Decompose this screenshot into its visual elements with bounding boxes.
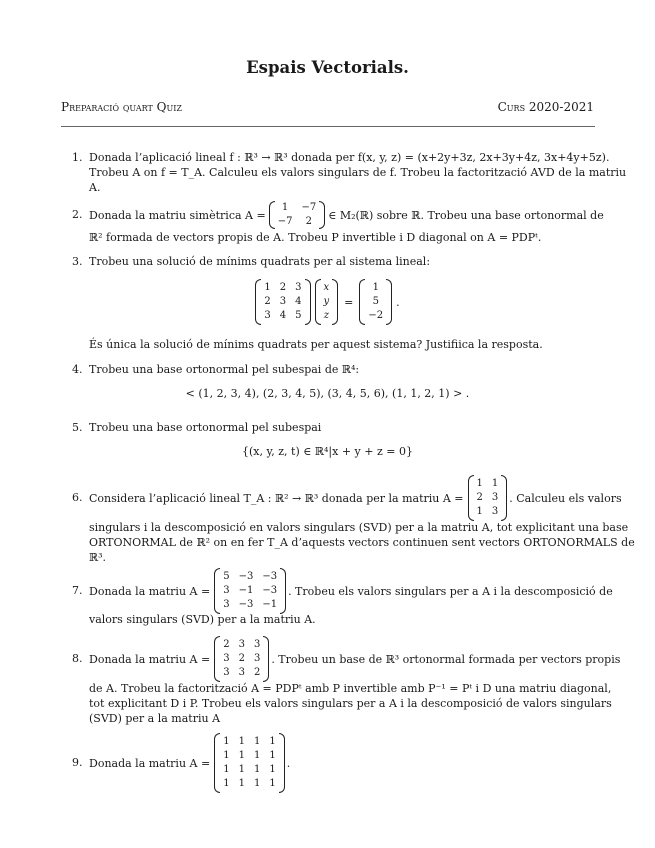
problem-6-line-1: 6. Considera l’aplicació lineal T_A : ℝ² → ℝ³ donada per la matriu A = 1 1 2 3 1 3 . Calculeu els valors	[89, 474, 622, 522]
matrix-cell: y	[323, 296, 330, 307]
matrix-cell: 3	[264, 310, 271, 321]
matrix-cell: 4	[279, 310, 287, 321]
matrix-cell: 1	[476, 506, 483, 517]
matrix-cell: 2	[476, 492, 483, 503]
matrix-cell: 1	[253, 736, 261, 747]
problem-2-matrix	[269, 201, 326, 229]
matrix-cell: 5	[295, 310, 302, 321]
matrix-cell: 1	[253, 764, 261, 775]
matrix-cell: 1	[476, 478, 483, 489]
problem-4-number: 4.	[72, 363, 83, 376]
problem-3-vars	[315, 279, 339, 325]
problem-5-formula: {(x, y, z, t) ∈ ℝ⁴|x + y + z = 0}	[242, 445, 413, 458]
problem-2-number: 2.	[72, 208, 83, 221]
problem-3-system: 1 2 3 2 3 4 3 4 5 x y z = 1 5 −2 .	[0, 278, 655, 326]
problem-3-line-2: És única la solució de mínims quadrats per aquest sistema? Justifiica la resposta.	[89, 338, 543, 351]
matrix-cell: 1	[238, 736, 245, 747]
matrix-cell: x	[323, 282, 330, 293]
problem-7-line-2: valors singulars (SVD) per a la matriu A.	[89, 613, 316, 626]
problem-6-number: 6.	[72, 491, 83, 504]
problem-7-matrix	[214, 568, 286, 614]
matrix-cell: 1	[223, 764, 230, 775]
matrix-cell: 3	[223, 667, 230, 678]
matrix-cell: 1	[264, 282, 271, 293]
problem-6-matrix	[468, 475, 508, 521]
matrix-cell: 1	[491, 478, 499, 489]
matrix-cell: −3	[238, 599, 254, 610]
problem-6-line-3: ORTONORMAL de ℝ² on en fer T_A d’aquests vectors continuen sent vectors ORTONORMALS de	[89, 536, 635, 549]
matrix-cell: 4	[295, 296, 302, 307]
matrix-cell: −3	[262, 585, 278, 596]
matrix-cell: 1	[223, 778, 230, 789]
problem-2-line-1: 2. Donada la matriu simètrica A = 1 −7 −7 2 ∈ M₂(ℝ) sobre ℝ. Trobeu una base ortonormal de	[72, 202, 604, 227]
matrix-cell: 1	[238, 764, 245, 775]
matrix-cell: 1	[269, 736, 276, 747]
matrix-cell: 3	[253, 653, 261, 664]
matrix-cell: 5	[372, 296, 379, 307]
matrix-cell: 3	[253, 639, 261, 650]
matrix-cell: −1	[262, 599, 278, 610]
problem-8-number: 8.	[72, 652, 83, 665]
matrix-cell: −7	[277, 216, 293, 227]
problem-9-line-1: 9. Donada la matriu A = 1 1 1 1 1 1 1 1 1 1 1 1 1 1 1 1 .	[89, 733, 290, 793]
matrix-cell: 1	[281, 202, 289, 213]
matrix-cell: 3	[491, 506, 499, 517]
problem-1-line-1: 1. Donada l’aplicació lineal f : ℝ³ → ℝ³ donada per f(x, y, z) = (x+2y+3z, 2x+3y+4z, 3x+4y+5z).	[72, 151, 610, 164]
problem-1-number: 1.	[72, 151, 83, 164]
problem-8-matrix	[214, 636, 269, 682]
matrix-cells	[220, 571, 280, 611]
matrix-cell: 1	[269, 764, 276, 775]
matrix-cell: 3	[238, 639, 245, 650]
matrix-cell: −3	[262, 571, 278, 582]
matrix-cell: 1	[269, 778, 276, 789]
problem-9-number: 9.	[72, 756, 83, 769]
matrix-cell: 2	[279, 282, 287, 293]
matrix-cell: 2	[264, 296, 271, 307]
matrix-cells	[220, 639, 263, 679]
problem-1-line-2: Trobeu A on f = T_A. Calculeu els valors singulars de f. Trobeu la factorització AVD de la matriu	[89, 166, 627, 179]
matrix-cell: 5	[223, 571, 230, 582]
matrix-cells	[261, 282, 304, 322]
matrix-cell: 1	[238, 778, 245, 789]
problem-6-line-2: singulars i la descomposició en valors singulars (SVD) per a la matriu A, tot explicitant una base	[89, 521, 629, 534]
problem-3-matrix	[255, 279, 310, 325]
matrix-cell: 2	[223, 639, 230, 650]
matrix-cell: 2	[238, 653, 245, 664]
matrix-cell: 2	[253, 667, 261, 678]
matrix-cell: 1	[269, 750, 276, 761]
matrix-cell: 1	[253, 750, 261, 761]
matrix-cells	[474, 478, 502, 518]
matrix-cells	[321, 282, 333, 322]
problem-3-number: 3.	[72, 255, 83, 268]
problem-7-number: 7.	[72, 584, 83, 597]
matrix-cells	[275, 202, 320, 228]
problem-5-line-1: 5. Trobeu una base ortonormal pel subespai	[72, 421, 322, 434]
problem-6-line-4: ℝ³.	[89, 551, 107, 564]
matrix-cell: 1	[253, 778, 261, 789]
matrix-cell: 3	[223, 585, 230, 596]
problem-2-line-2: ℝ² formada de vectors propis de A. Trobeu P invertible i D diagonal on A = PDPᵗ.	[89, 231, 542, 244]
problem-4-formula: < (1, 2, 3, 4), (2, 3, 4, 5), (3, 4, 5, 6), (1, 1, 2, 1) > .	[185, 387, 470, 400]
problem-3-rhs	[359, 279, 392, 325]
matrix-cell: 3	[491, 492, 499, 503]
matrix-cell: 3	[223, 599, 230, 610]
matrix-cell: 3	[223, 653, 230, 664]
problem-7-line-1: 7. Donada la matriu A = 5 −3 −3 3 −1 −3 3 −3 −1 . Trobeu els valors singulars per a A i la descomposició de	[89, 567, 613, 615]
header-left: Preparació quart Quiz	[61, 100, 182, 114]
matrix-cell: 3	[279, 296, 287, 307]
header-right: Curs 2020-2021	[497, 100, 594, 114]
matrix-cell: −2	[368, 310, 384, 321]
matrix-cells	[220, 736, 279, 790]
matrix-cell: −3	[238, 571, 254, 582]
problem-8-line-2: de A. Trobeu la factorització A = PDPᵗ amb P invertible amb P⁻¹ = Pᵗ i D una matriu diagonal,	[89, 682, 612, 695]
matrix-cell: −1	[238, 585, 254, 596]
problem-9-matrix	[214, 733, 285, 793]
matrix-cell: 3	[295, 282, 302, 293]
problem-3-line-1: 3. Trobeu una solució de mínims quadrats per al sistema lineal:	[72, 255, 431, 268]
problem-4-line-1: 4. Trobeu una base ortonormal pel subespai de ℝ⁴:	[72, 363, 360, 376]
matrix-cell: z	[323, 310, 329, 321]
problem-8-line-3: tot explicitant D i P. Trobeu els valors singulars per a A i la descomposició de valors singulars	[89, 697, 612, 710]
header-rule	[61, 126, 595, 127]
matrix-cell: −7	[301, 202, 317, 213]
problem-1-line-3: A.	[89, 181, 101, 194]
matrix-cell: 1	[223, 750, 230, 761]
problem-5-number: 5.	[72, 421, 83, 434]
matrix-cell: 1	[238, 750, 245, 761]
problem-8-line-4: (SVD) per a la matriu A	[89, 712, 221, 725]
matrix-cell: 1	[223, 736, 230, 747]
page-title: Espais Vectorials.	[246, 58, 409, 77]
matrix-cell: 2	[305, 216, 313, 227]
matrix-cells	[365, 282, 386, 322]
matrix-cell: 3	[238, 667, 245, 678]
problem-8-line-1: 8. Donada la matriu A = 2 3 3 3 2 3 3 3 2 . Trobeu un base de ℝ³ ortonormal formada per vectors propis	[89, 635, 620, 683]
matrix-cell: 1	[372, 282, 379, 293]
